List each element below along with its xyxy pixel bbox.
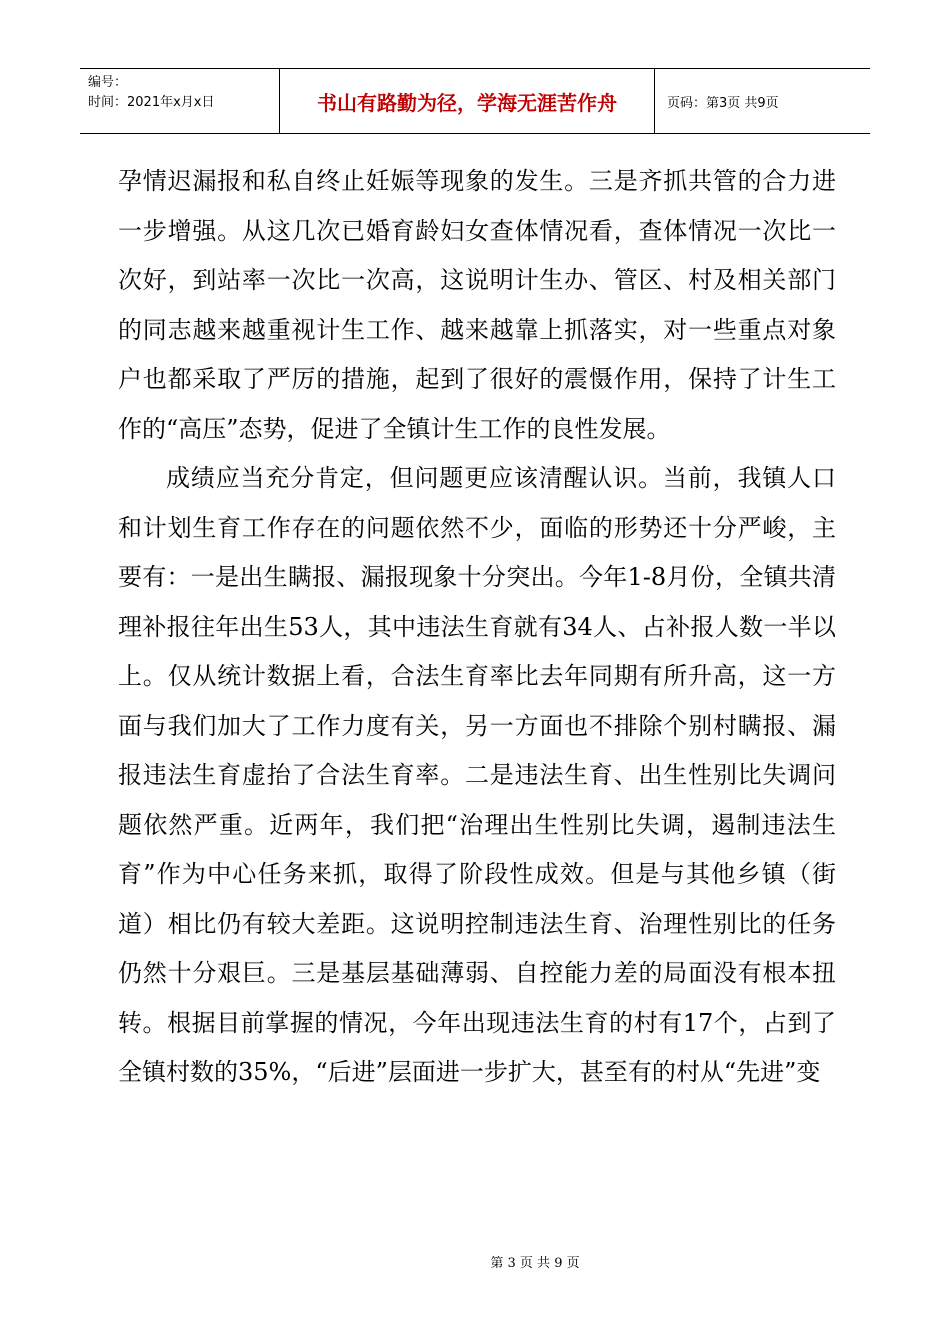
header-meta-cell — [80, 69, 280, 133]
paragraph-continued: 孕情迟漏报和私自终止妊娠等现象的发生。三是齐抓共管的合力进一步增强。从这几次已婚育龄妇女查体情况看，查体情况一次比一次好，到站率一次比一次高，这说明计生办、管区、村及相关部门的同志越来越重视计生工作、越来越靠上抓落实，对一些重点对象户也都采取了严厉的措施，起到了很好的震慑作用，保持了计生工作的“高压”态势，促进了全镇计生工作的良性发展。 — [118, 167, 836, 443]
footer-page-number: 第 3 页 共 9 页 — [490, 1256, 580, 1271]
time-label: 时间：2021年x月x日 — [88, 95, 215, 110]
header-page-cell — [655, 69, 870, 133]
document-header — [80, 68, 870, 134]
paragraph-problems: 成绩应当充分肯定，但问题更应该清醒认识。当前，我镇人口和计划生育工作存在的问题依然不少，面临的形势还十分严峻，主要有：一是出生瞒报、漏报现象十分突出。今年1-8月份，全镇共清理补报往年出生53人，其中违法生育就有34人、占补报人数一半以上。仅从统计数据上看，合法生育率比去年同期有所升高，这一方面与我们加大了工作力度有关，另一方面也不排除个别村瞒报、漏报违法生育虚抬了合法生育率。二是违法生育、出生性别比失调问题依然严重。近两年，我们把“治理出生性别比失调，遏制违法生育”作为中心任务来抓，取得了阶段性成效。但是与其他乡镇（街道）相比仍有较大差距。这说明控制违法生育、治理性别比的任务仍然十分艰巨。三是基层基础薄弱、自控能力差的局面没有根本扭转。根据目前掌握的情况，今年出现违法生育的村有17个，占到了全镇村数的35%，“后进”层面进一步扩大，甚至有的村从“先进”变 — [118, 464, 836, 1086]
page-footer — [0, 1252, 950, 1271]
page-code: 页码：第3页 共9页 — [667, 95, 779, 111]
motto-text: 书山有路勤为径，学海无涯苦作舟 — [317, 90, 617, 115]
header-motto-cell — [280, 69, 655, 133]
number-label: 编号： — [88, 75, 128, 90]
document-body — [118, 157, 836, 1098]
